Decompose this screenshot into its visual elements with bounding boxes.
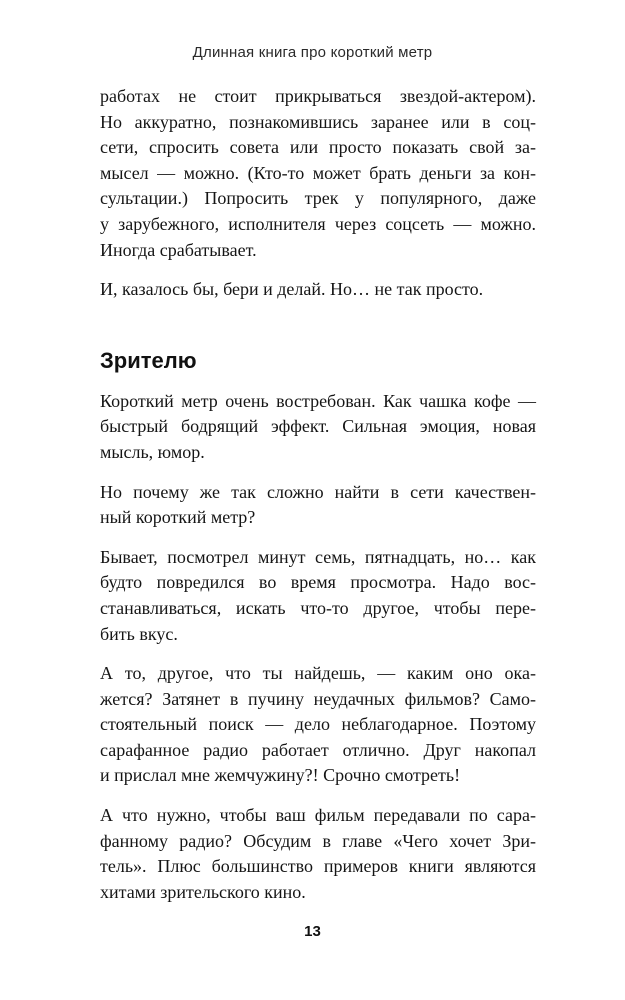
- text-line: хитами зрительского кино.: [100, 881, 306, 902]
- text-line: Но почему же так сложно найти в сети качествен-: [100, 481, 536, 502]
- text-line: Но аккуратно, познакомившись заранее или в соц-: [100, 111, 536, 132]
- text-line: сети, спросить совета или просто показать свой за-: [100, 137, 536, 158]
- paragraph: [100, 661, 536, 789]
- text-line: фанному радио? Обсудим в главе «Чего хочет Зри-: [100, 830, 536, 851]
- text-line: мысль, юмор.: [100, 441, 205, 462]
- text-line: ный короткий метр?: [100, 507, 256, 528]
- text-line: А то, другое, что ты найдешь, — каким оно ока-: [100, 663, 536, 684]
- text-line: у зарубежного, исполнителя через соцсеть — можно.: [100, 213, 536, 234]
- text-line: бить вкус.: [100, 623, 178, 644]
- running-header: Длинная книга про короткий метр: [192, 44, 433, 61]
- paragraphs-after-heading: [100, 389, 536, 906]
- paragraph: [100, 389, 536, 466]
- paragraphs-before-heading: [100, 84, 536, 303]
- text-line: А что нужно, чтобы ваш фильм передавали по сара-: [100, 805, 536, 826]
- text-line: сарафанное радио работает отлично. Друг накопал: [100, 739, 536, 760]
- text-line: Иногда срабатывает.: [100, 239, 257, 260]
- paragraph: [100, 803, 536, 905]
- text-line: и прислал мне жемчужину?! Срочно смотреть!: [100, 765, 461, 786]
- text-line: стоятельный поиск — дело неблагодарное. Поэтому: [100, 714, 536, 735]
- text-line: работах не стоит прикрываться звездой-актером).: [100, 86, 536, 106]
- paragraph: [100, 480, 536, 531]
- text-line: станавливаться, искать что-то другое, чтобы пере-: [100, 597, 536, 618]
- paragraph: [100, 84, 536, 263]
- paragraph: [100, 277, 536, 303]
- section-heading: Зрителю: [100, 347, 197, 373]
- text-line: Бывает, посмотрел минут семь, пятнадцать, но… как: [100, 546, 536, 567]
- paragraph: [100, 545, 536, 647]
- text-line: Короткий метр очень востребован. Как чашка кофе —: [100, 390, 536, 411]
- text-line: быстрый бодрящий эффект. Сильная эмоция, новая: [100, 416, 536, 437]
- text-line: тель». Плюс большинство примеров книги являются: [100, 856, 536, 877]
- text-line: И, казалось бы, бери и делай. Но… не так просто.: [100, 279, 484, 300]
- text-line: сультации.) Попросить трек у популярного, даже: [100, 188, 536, 209]
- page-number: 13: [304, 923, 321, 940]
- text-line: будто повредился во время просмотра. Надо вос-: [100, 572, 536, 593]
- text-line: мысел — можно. (Кто-то может брать деньги за кон-: [100, 162, 536, 183]
- page-body: [100, 84, 536, 905]
- text-line: жется? Затянет в пучину неудачных фильмов? Само-: [100, 688, 536, 709]
